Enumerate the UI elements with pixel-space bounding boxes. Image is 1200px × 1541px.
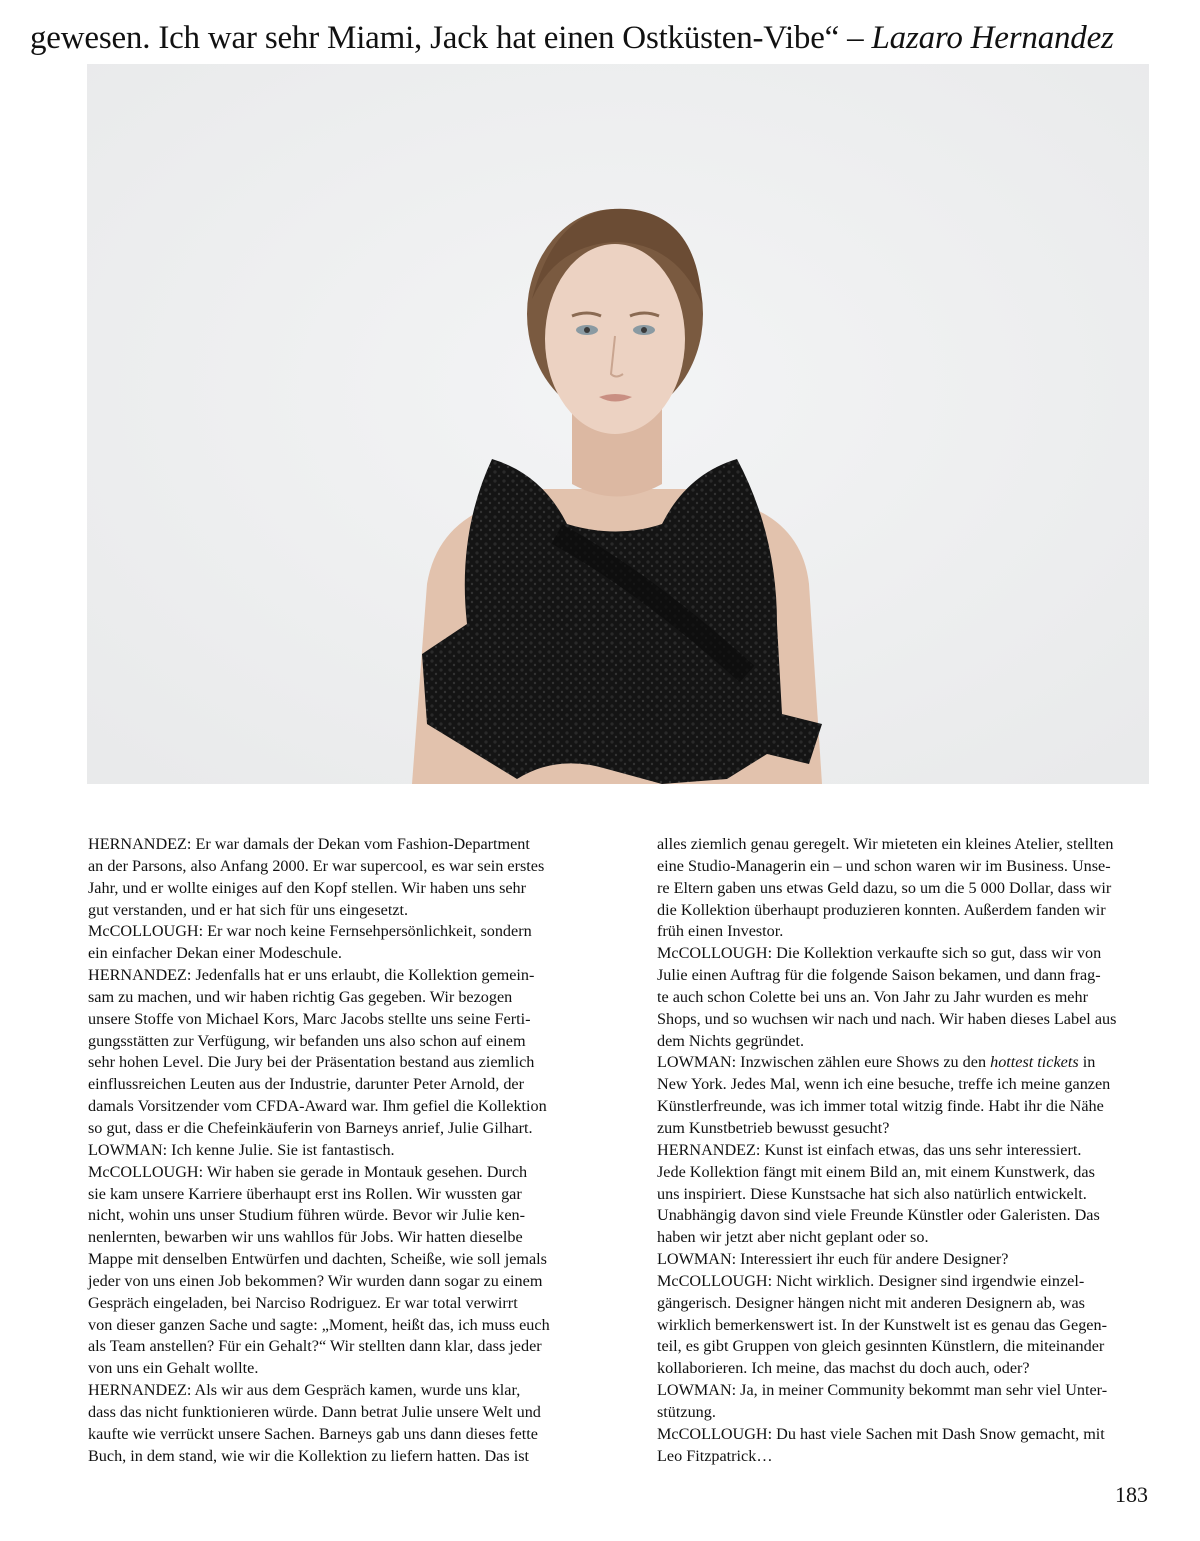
text-line: Künstlerfreunde, was ich immer total witzig finde. Habt ihr die Nähe [657, 1097, 1104, 1116]
text-line: McCOLLOUGH: Du hast viele Sachen mit Dash Snow gemacht, mit [657, 1424, 1105, 1443]
text-line: HERNANDEZ: Er war damals der Dekan vom Fashion-Department [88, 835, 530, 853]
text-line: nicht, wohin uns unser Studium führen würde. Bevor wir Julie ken- [88, 1206, 525, 1225]
article-column-left [88, 834, 588, 1467]
text-line: sam zu machen, und wir haben richtig Gas gegeben. Wir bezogen [88, 987, 513, 1006]
text-run: LOWMAN: Inzwischen zählen eure Shows zu den [657, 1053, 991, 1072]
text-line: ein einfacher Dekan einer Modeschule. [88, 944, 342, 963]
model-illustration [87, 64, 1149, 784]
text-line: McCOLLOUGH: Die Kollektion verkaufte sich so gut, dass wir von [657, 944, 1102, 963]
text-line: McCOLLOUGH: Nicht wirklich. Designer sind irgendwie einzel- [657, 1271, 1085, 1290]
text-line: die Kollektion überhaupt produzieren konnten. Außerdem fanden wir [657, 900, 1106, 919]
pull-quote [30, 16, 1190, 60]
text-line: zum Kunstbetrieb bewusst gesucht? [657, 1118, 890, 1137]
text-run: in [1078, 1053, 1096, 1072]
text-line: damals Vorsitzender vom CFDA-Award war. Ihm gefiel die Kollektion [88, 1097, 547, 1116]
text-line: New York. Jedes Mal, wenn ich eine besuche, treffe ich meine ganzen [657, 1075, 1111, 1094]
text-line: Shops, und so wuchsen wir nach und nach. Wir haben dieses Label aus [657, 1009, 1117, 1028]
text-line: einflussreichen Leuten aus der Industrie, darunter Peter Arnold, der [88, 1075, 525, 1094]
text-line: Julie einen Auftrag für die folgende Saison bekamen, und dann frag- [657, 966, 1101, 985]
text-line: LOWMAN: Ich kenne Julie. Sie ist fantastisch. [88, 1140, 395, 1159]
text-line: früh einen Investor. [657, 922, 784, 941]
text-line: sehr hohen Level. Die Jury bei der Präsentation bestand aus ziemlich [88, 1053, 535, 1072]
text-line: dass das nicht funktionieren würde. Dann betrat Julie unsere Welt und [88, 1402, 541, 1421]
text-line: wirklich bemerkenswert ist. In der Kunstwelt ist es genau das Gegen- [657, 1315, 1107, 1334]
emphasis-text: hottest tickets [990, 1053, 1079, 1072]
text-line: von uns ein Gehalt wollte. [88, 1359, 259, 1378]
text-line: uns inspiriert. Diese Kunstsache hat sich also natürlich entwickelt. [657, 1184, 1087, 1203]
fashion-photo [87, 64, 1149, 784]
text-line: eine Studio-Managerin ein – und schon waren wir im Business. Unse- [657, 856, 1111, 875]
text-line: LOWMAN: Ja, in meiner Community bekommt man sehr viel Unter- [657, 1381, 1108, 1400]
text-line: LOWMAN: Interessiert ihr euch für andere Designer? [657, 1250, 1009, 1269]
text-line: dem Nichts gegründet. [657, 1031, 804, 1050]
text-line: te auch schon Colette bei uns an. Von Jahr zu Jahr wurden es mehr [657, 987, 1088, 1006]
text-line: nenlernten, bewarben wir uns wahllos für Jobs. Wir hatten dieselbe [88, 1228, 523, 1247]
text-line: unsere Stoffe von Michael Kors, Marc Jacobs stellte uns seine Ferti- [88, 1009, 531, 1028]
text-line: Leo Fitzpatrick… [657, 1446, 773, 1465]
text-line: Unabhängig davon sind viele Freunde Künstler oder Galeristen. Das [657, 1206, 1100, 1225]
text-line: McCOLLOUGH: Er war noch keine Fernsehpersönlichkeit, sondern [88, 922, 532, 941]
text-line: sie kam unsere Karriere überhaupt erst ins Rollen. Wir wussten gar [88, 1184, 522, 1203]
text-line: Jede Kollektion fängt mit einem Bild an, mit einem Kunstwerk, das [657, 1162, 1095, 1181]
text-line: stützung. [657, 1402, 716, 1421]
page-number: 183 [1115, 1482, 1148, 1507]
text-line: Buch, in dem stand, wie wir die Kollektion zu liefern hatten. Das ist [88, 1446, 530, 1465]
text-line: gungsstätten zur Verfügung, wir befanden uns also schon auf einem [88, 1031, 526, 1050]
text-line: alles ziemlich genau geregelt. Wir mieteten ein kleines Atelier, stellten [657, 835, 1114, 853]
text-line: jeder von uns einen Job bekommen? Wir wurden dann sogar zu einem [88, 1271, 543, 1290]
text-line: kollaborieren. Ich meine, das machst du doch auch, oder? [657, 1359, 1030, 1378]
text-line: Gespräch eingeladen, bei Narciso Rodriguez. Er war total verwirrt [88, 1293, 518, 1312]
text-line: gängerisch. Designer hängen nicht mit anderen Designern ab, was [657, 1293, 1085, 1312]
pull-quote-text: gewesen. Ich war sehr Miami, Jack hat einen Ostküsten-Vibe“ [30, 20, 840, 56]
text-line: teil, es gibt Gruppen von gleich gesinnten Künstlern, die miteinander [657, 1337, 1105, 1356]
text-line: HERNANDEZ: Jedenfalls hat er uns erlaubt, die Kollektion gemein- [88, 966, 535, 985]
text-line: Mappe mit denselben Entwürfen und dachten, Scheiße, wie soll jemals [88, 1250, 547, 1269]
text-line: an der Parsons, also Anfang 2000. Er war supercool, es war sein erstes [88, 856, 545, 875]
text-line: HERNANDEZ: Kunst ist einfach etwas, das uns sehr interessiert. [657, 1140, 1082, 1159]
text-line: kaufte wie verrückt unsere Sachen. Barneys gab uns dann dieses fette [88, 1424, 538, 1443]
text-line: haben wir jetzt aber nicht geplant oder so. [657, 1228, 929, 1247]
text-line: McCOLLOUGH: Wir haben sie gerade in Montauk gesehen. Durch [88, 1162, 528, 1181]
text-line: re Eltern gaben uns etwas Geld dazu, so um die 5 000 Dollar, dass wir [657, 878, 1112, 897]
article-column-right [657, 834, 1157, 1467]
text-line: so gut, dass er die Chefeinkäuferin von Barneys anrief, Julie Gilhart. [88, 1118, 533, 1137]
text-line: gut verstanden, und er hat sich für uns eingesetzt. [88, 900, 409, 919]
text-line: von dieser ganzen Sache und sagte: „Moment, heißt das, ich muss euch [88, 1315, 550, 1334]
text-line: HERNANDEZ: Als wir aus dem Gespräch kamen, wurde uns klar, [88, 1381, 521, 1400]
text-line [657, 1052, 1157, 1074]
text-line: Jahr, und er wollte einiges auf den Kopf stellen. Wir haben uns sehr [88, 878, 527, 897]
pull-quote-attribution: – Lazaro Hernandez [839, 20, 1114, 56]
text-line: als Team anstellen? Für ein Gehalt?“ Wir stellten dann klar, dass jeder [88, 1337, 542, 1356]
